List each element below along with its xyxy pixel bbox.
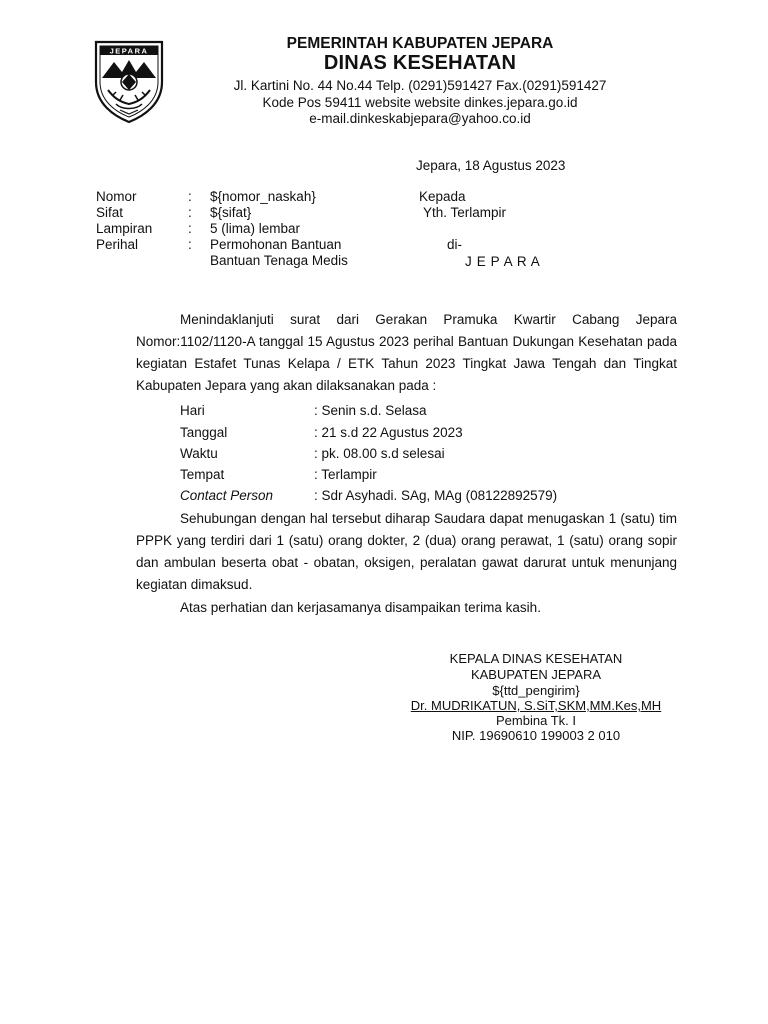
meta-label-sifat: Sifat bbox=[96, 205, 124, 220]
meta-colon: : bbox=[188, 237, 192, 252]
recipient-place: J E P A R A bbox=[465, 254, 541, 269]
meta-value-sifat: ${sifat} bbox=[210, 205, 252, 220]
letterhead-address-line2: Kode Pos 59411 website website dinkes.jepara.go.id bbox=[262, 95, 578, 110]
detail-label-tanggal: Tanggal bbox=[180, 425, 228, 440]
letterhead-government: PEMERINTAH KABUPATEN JEPARA bbox=[286, 35, 554, 52]
signature-placeholder: ${ttd_pengirim} bbox=[492, 683, 580, 698]
logo-text: JEPARA bbox=[109, 46, 149, 56]
opening-paragraph-text: Menindaklanjuti surat dari Gerakan Pramuka Kwartir Cabang Jepara Nomor:1102/1120-A tanggal 15 Agustus 2023 perihal Bantuan Dukungan Kesehatan pada kegiatan Estafet Tunas Kelapa / ETK Tahun 2023 Tingkat Jawa Tengah dan Tingkat Kabupaten Jepara yang akan dilaksanakan pada : bbox=[136, 312, 677, 393]
detail-label-hari: Hari bbox=[180, 403, 205, 418]
signatory-rank: Pembina Tk. I bbox=[496, 713, 576, 728]
meta-colon: : bbox=[188, 189, 192, 204]
meta-label-perihal: Perihal bbox=[96, 237, 139, 252]
signature-position-2: KABUPATEN JEPARA bbox=[470, 667, 602, 682]
detail-value-hari: : Senin s.d. Selasa bbox=[314, 403, 427, 418]
request-paragraph-text: Sehubungan dengan hal tersebut diharap Saudara dapat menugaskan 1 (satu) tim PPPK yang terdiri dari 1 (satu) orang dokter, 2 (dua) orang perawat, 1 (satu) orang sopir dan ambulan beserta obat - obatan, oksigen, peralatan gawat darurat untuk menunjang kegiatan dimaksud. bbox=[136, 511, 677, 592]
detail-label-tempat: Tempat bbox=[180, 467, 225, 482]
letter-date: Jepara, 18 Agustus 2023 bbox=[416, 158, 566, 173]
detail-label-contact-person: Contact Person bbox=[180, 488, 274, 503]
signatory-nip: NIP. 19690610 199003 2 010 bbox=[451, 728, 621, 743]
meta-label-nomor: Nomor bbox=[96, 189, 137, 204]
detail-value-waktu: : pk. 08.00 s.d selesai bbox=[314, 446, 445, 461]
meta-colon: : bbox=[188, 205, 192, 220]
meta-label-lampiran: Lampiran bbox=[96, 221, 153, 236]
opening-paragraph bbox=[136, 309, 677, 397]
signature-position-1: KEPALA DINAS KESEHATAN bbox=[449, 651, 623, 666]
meta-colon: : bbox=[188, 221, 192, 236]
meta-value-nomor: ${nomor_naskah} bbox=[210, 189, 316, 204]
recipient-yth: Yth. Terlampir bbox=[423, 205, 507, 220]
recipient-to: Kepada bbox=[419, 189, 466, 204]
letterhead-email: e-mail.dinkeskabjepara@yahoo.co.id bbox=[309, 111, 531, 126]
meta-value-perihal: Permohonan Bantuan bbox=[210, 237, 342, 252]
recipient-di: di- bbox=[447, 237, 463, 252]
letterhead-address-line1: Jl. Kartini No. 44 No.44 Telp. (0291)591427 Fax.(0291)591427 bbox=[233, 78, 607, 93]
detail-value-contact-person: : Sdr Asyhadi. SAg, MAg (08122892579) bbox=[314, 488, 558, 503]
meta-value-perihal-line2: Bantuan Tenaga Medis bbox=[210, 253, 348, 268]
meta-value-lampiran: 5 (lima) lembar bbox=[210, 221, 301, 236]
detail-value-tanggal: : 21 s.d 22 Agustus 2023 bbox=[314, 425, 463, 440]
detail-label-waktu: Waktu bbox=[180, 446, 218, 461]
letterhead-agency: DINAS KESEHATAN bbox=[323, 52, 517, 74]
detail-value-tempat: : Terlampir bbox=[314, 467, 377, 482]
signatory-name: Dr. MUDRIKATUN, S.SiT,SKM,MM.Kes,MH bbox=[410, 698, 662, 713]
closing-sentence: Atas perhatian dan kerjasamanya disampaikan terima kasih. bbox=[180, 600, 541, 615]
request-paragraph bbox=[136, 508, 677, 596]
